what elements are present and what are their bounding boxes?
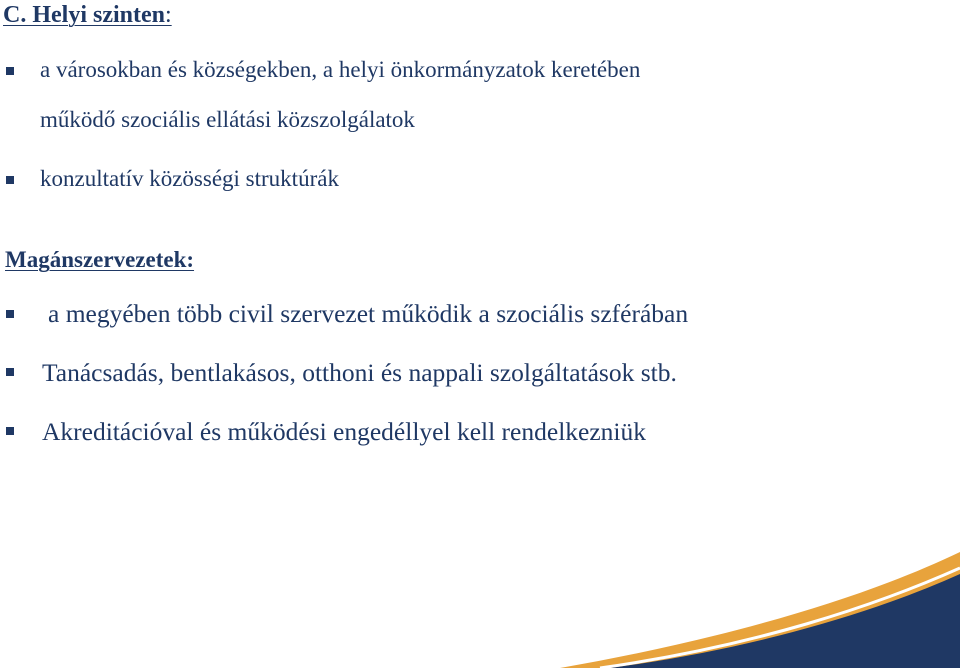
gold-swoosh [560, 552, 960, 668]
list-item-text: a városokban és községekben, a helyi önkormányzatok keretében [40, 57, 641, 82]
section-title-colon: : [165, 2, 172, 28]
list-item-text: Akreditációval és működési engedéllyel kell rendelkezniük [42, 417, 646, 446]
white-swoosh-line [600, 568, 960, 668]
list-item-text: Tanácsadás, bentlakásos, otthoni és nappali szolgáltatások stb. [42, 358, 677, 387]
navy-swoosh [610, 574, 960, 668]
square-bullet-icon [6, 176, 14, 184]
private-orgs-heading: Magánszervezetek: [5, 247, 195, 272]
section-title-text: C. Helyi szinten [3, 2, 165, 28]
square-bullet-icon [6, 427, 14, 435]
square-bullet-icon [6, 368, 14, 376]
square-bullet-icon [6, 67, 14, 75]
section-title [3, 2, 172, 29]
list-item-text: a megyében több civil szervezet működik a szociális szférában [48, 299, 689, 328]
square-bullet-icon [6, 310, 14, 318]
list-item-text: konzultatív közösségi struktúrák [40, 166, 339, 191]
list-item-text-continuation: működő szociális ellátási közszolgálatok [40, 107, 415, 132]
